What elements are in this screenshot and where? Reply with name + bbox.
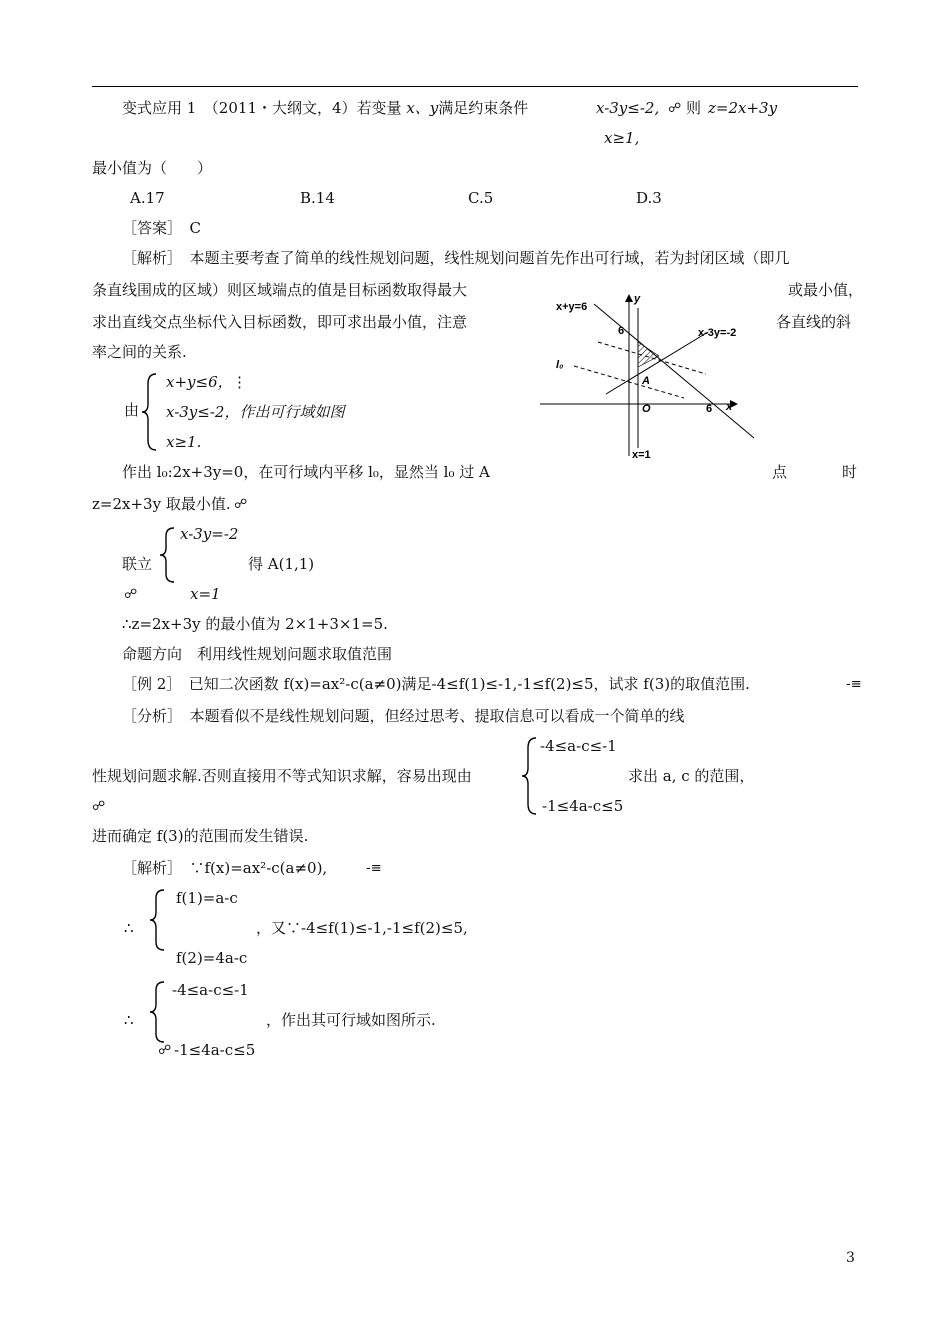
label-l0: l₀ [556,359,564,371]
analysis1-l0d: z=2x+3y 取最小值. [92,495,231,513]
option-c: C.5 [468,189,494,207]
q1-tail: 最小值为（ ） [92,159,213,177]
label-x-minus-3y: x-3y=-2 [698,327,737,339]
analysis1-line3b: 各直线的斜 [776,313,852,331]
solve-prefix: 联立 [122,555,153,573]
analysis2-line2a: 性规划问题求解.否则直接用不等式知识求解，容易出现由 [92,767,472,785]
analysis1-l0c: 时 [842,463,858,481]
option-d: D.3 [636,189,662,207]
q1-constraint-1: x-3y≤-2, [596,99,660,117]
label-6-y: 6 [618,325,625,337]
solution-brace-2 [148,980,168,1044]
system1-row2: x-3y≤-2，作出可行域如图 [166,403,345,421]
page-number: 3 [846,1250,855,1266]
solution-sys2-tail: ，作出其可行域如图所示. [266,1011,436,1029]
solve-row1: x-3y=-2 [180,525,239,543]
note-icon: ☍ [158,1043,172,1058]
solution-sys2-row1: -4≤a-c≤-1 [172,981,249,999]
q1-objective: z=2x+3y [708,99,778,117]
solve-row2: x=1 [190,585,221,603]
analysis1-l0a: 作出 l₀:2x+3y=0，在可行域内平移 l₀，显然当 l₀ 过 A [122,463,490,481]
label-6-x: 6 [706,403,713,415]
solution-brace-1 [148,888,168,952]
label-y: y [634,293,641,305]
analysis1-line2b: 或最小值， [788,281,864,299]
analysis2-brace [520,736,540,816]
system1-brace [140,372,160,452]
note-icon: ☍ [234,497,248,512]
analysis2-line1: ［分析］ 本题看似不是线性规划问题，但经过思考、提取信息可以看成一个简单的线 [122,707,685,725]
system1-prefix: 由 [124,401,140,419]
answer: ［答案］ C [122,219,202,237]
note-icon: ☍ [92,799,106,814]
analysis2-sys-row1: -4≤a-c≤-1 [540,737,617,755]
note-icon: ☍ [668,101,682,116]
solve-result: 得 A(1,1) [248,555,315,573]
q1-then: 则 [686,99,702,117]
solution-sys1-row1: f(1)=a-c [176,889,238,907]
analysis1-line4: 率之间的关系. [92,343,187,361]
line-x-minus-3y [606,332,708,394]
label-x-eq-1: x=1 [632,449,651,461]
analysis1-conclusion: ∴z=2x+3y 的最小值为 2×1+3×1=5. [122,615,388,633]
label-x: x [726,401,733,413]
solution-line1: ［解析］ ∵f(x)=ax²-c(a≠0), [122,859,328,877]
label-x-plus-y: x+y=6 [556,301,588,313]
label-A: A [642,375,650,387]
label-O: O [642,403,651,415]
option-a: A.17 [130,189,165,207]
system1-row1: x+y≤6， [166,373,233,391]
solution-sys1-tail: ，又∵-4≤f(1)≤-1,-1≤f(2)≤5, [256,919,468,937]
option-b: B.14 [300,189,335,207]
analysis2-line3: 进而确定 f(3)的范围而发生错误. [92,827,309,845]
analysis2-sys-row2: -1≤4a-c≤5 [542,797,624,815]
solution-sys1-row2: f(2)=4a-c [176,949,248,967]
note-icon: -≡ [366,861,382,876]
note-icon: -≡ [846,677,862,692]
solution-therefore-1: ∴ [124,919,134,937]
analysis1-line1: ［解析］ 本题主要考查了简单的线性规划问题，线性规划问题首先作出可行域，若为封闭区域（即几 [122,249,790,267]
dots-icon: ⋮ [232,373,247,391]
analysis1-l0b: 点 [772,463,788,481]
solve-brace [158,526,178,584]
feasible-region-figure [536,290,758,462]
solution-therefore-2: ∴ [124,1011,134,1029]
note-icon: ☍ [124,587,138,602]
header-rule [92,86,858,87]
analysis1-line3a: 求出直线交点坐标代入目标函数，即可求出最小值，注意 [92,313,468,331]
analysis2-line2b: 求出 a, c 的范围， [628,767,755,785]
section-title: 命题方向 利用线性规划问题求取值范围 [122,645,393,663]
analysis1-line2a: 条直线围成的区域）则区域端点的值是目标函数取得最大 [92,281,468,299]
q1-constraint-2: x≥1, [604,129,640,147]
q1-lead: 变式应用 1 （2011・大纲文，4）若变量 x、y满足约束条件 [122,99,529,117]
system1-row3: x≥1. [166,433,202,451]
example2-text: ［例 2］ 已知二次函数 f(x)=ax²-c(a≠0)满足-4≤f(1)≤-1,-1≤f(2)≤5，试求 f(3)的取值范围. [122,675,750,693]
solution-sys2-row2: -1≤4a-c≤5 [174,1041,256,1059]
y-axis-arrow [625,294,633,302]
